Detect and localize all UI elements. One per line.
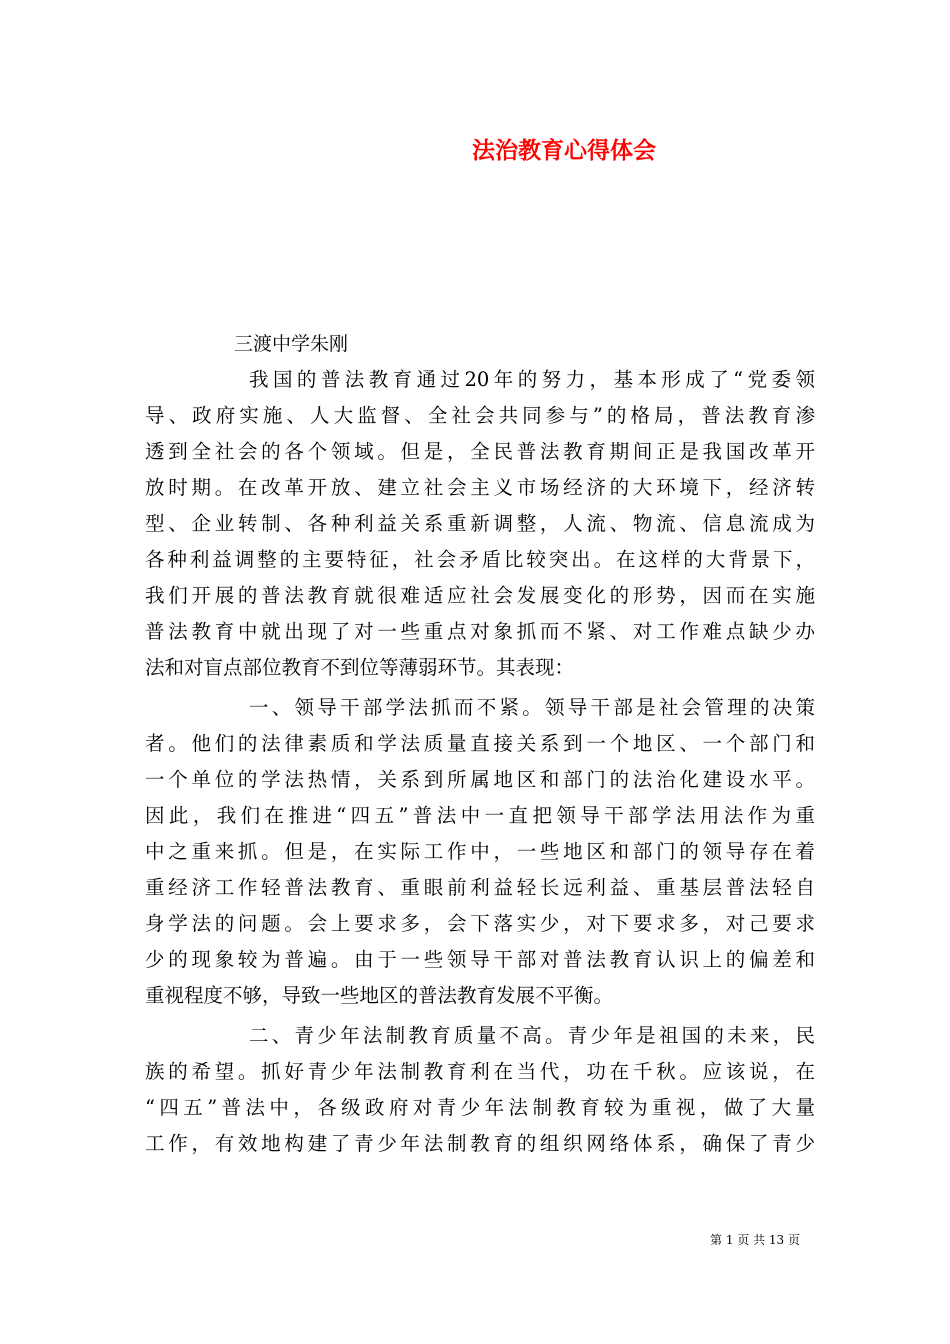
paragraph-1-line: 各种利益调整的主要特征，社会矛盾比较突出。在这样的大背景下， bbox=[145, 548, 815, 571]
paragraph-2-line: 重视程度不够，导致一些地区的普法教育发展不平衡。 bbox=[145, 984, 614, 1007]
paragraph-2-line: 少的现象较为普遍。由于一些领导干部对普法教育认识上的偏差和 bbox=[145, 948, 815, 971]
paragraph-2-line: 一、领导干部学法抓而不紧。领导干部是社会管理的决策 bbox=[249, 696, 815, 719]
paragraph-1-line: 法和对盲点部位教育不到位等薄弱环节。其表现： bbox=[145, 656, 575, 679]
paragraph-1-line: 型、企业转制、各种利益关系重新调整，人流、物流、信息流成为 bbox=[145, 512, 815, 535]
paragraph-3-line: “四五”普法中，各级政府对青少年法制教育较为重视，做了大量 bbox=[145, 1096, 815, 1119]
page-title: 法治教育心得体会 bbox=[472, 137, 656, 164]
paragraph-2-line: 重经济工作轻普法教育、重眼前利益轻长远利益、重基层普法轻自 bbox=[145, 876, 815, 899]
paragraph-2-line: 因此，我们在推进“四五”普法中一直把领导干部学法用法作为重 bbox=[145, 804, 815, 827]
paragraph-1-line: 普法教育中就出现了对一些重点对象抓而不紧、对工作难点缺少办 bbox=[145, 620, 815, 643]
paragraph-2-line: 一个单位的学法热情，关系到所属地区和部门的法治化建设水平。 bbox=[145, 768, 815, 791]
author-line: 三渡中学朱刚 bbox=[234, 333, 349, 355]
paragraph-2-line: 中之重来抓。但是，在实际工作中，一些地区和部门的领导存在着 bbox=[145, 840, 815, 863]
paragraph-1-line: 导、政府实施、人大监督、全社会共同参与”的格局，普法教育渗 bbox=[145, 404, 815, 427]
paragraph-3-line: 族的希望。抓好青少年法制教育利在当代，功在千秋。应该说，在 bbox=[145, 1060, 815, 1083]
paragraph-1-line: 我们开展的普法教育就很难适应社会发展变化的形势，因而在实施 bbox=[145, 584, 815, 607]
paragraph-2-line: 身学法的问题。会上要求多，会下落实少，对下要求多，对己要求 bbox=[145, 912, 815, 935]
paragraph-2-line: 者。他们的法律素质和学法质量直接关系到一个地区、一个部门和 bbox=[145, 732, 815, 755]
paragraph-3-line: 工作，有效地构建了青少年法制教育的组织网络体系，确保了青少 bbox=[145, 1132, 815, 1155]
body-text bbox=[145, 362, 815, 1162]
paragraph-1-line: 放时期。在改革开放、建立社会主义市场经济的大环境下，经济转 bbox=[145, 476, 815, 499]
paragraph-1-line: 透到全社会的各个领域。但是，全民普法教育期间正是我国改革开 bbox=[145, 440, 815, 463]
paragraph-3-line: 二、青少年法制教育质量不高。青少年是祖国的未来，民 bbox=[249, 1024, 815, 1047]
paragraph-1-line: 我国的普法教育通过20年的努力，基本形成了“党委领 bbox=[249, 368, 815, 391]
page-footer: 第 1 页 共 13 页 bbox=[710, 1233, 800, 1247]
